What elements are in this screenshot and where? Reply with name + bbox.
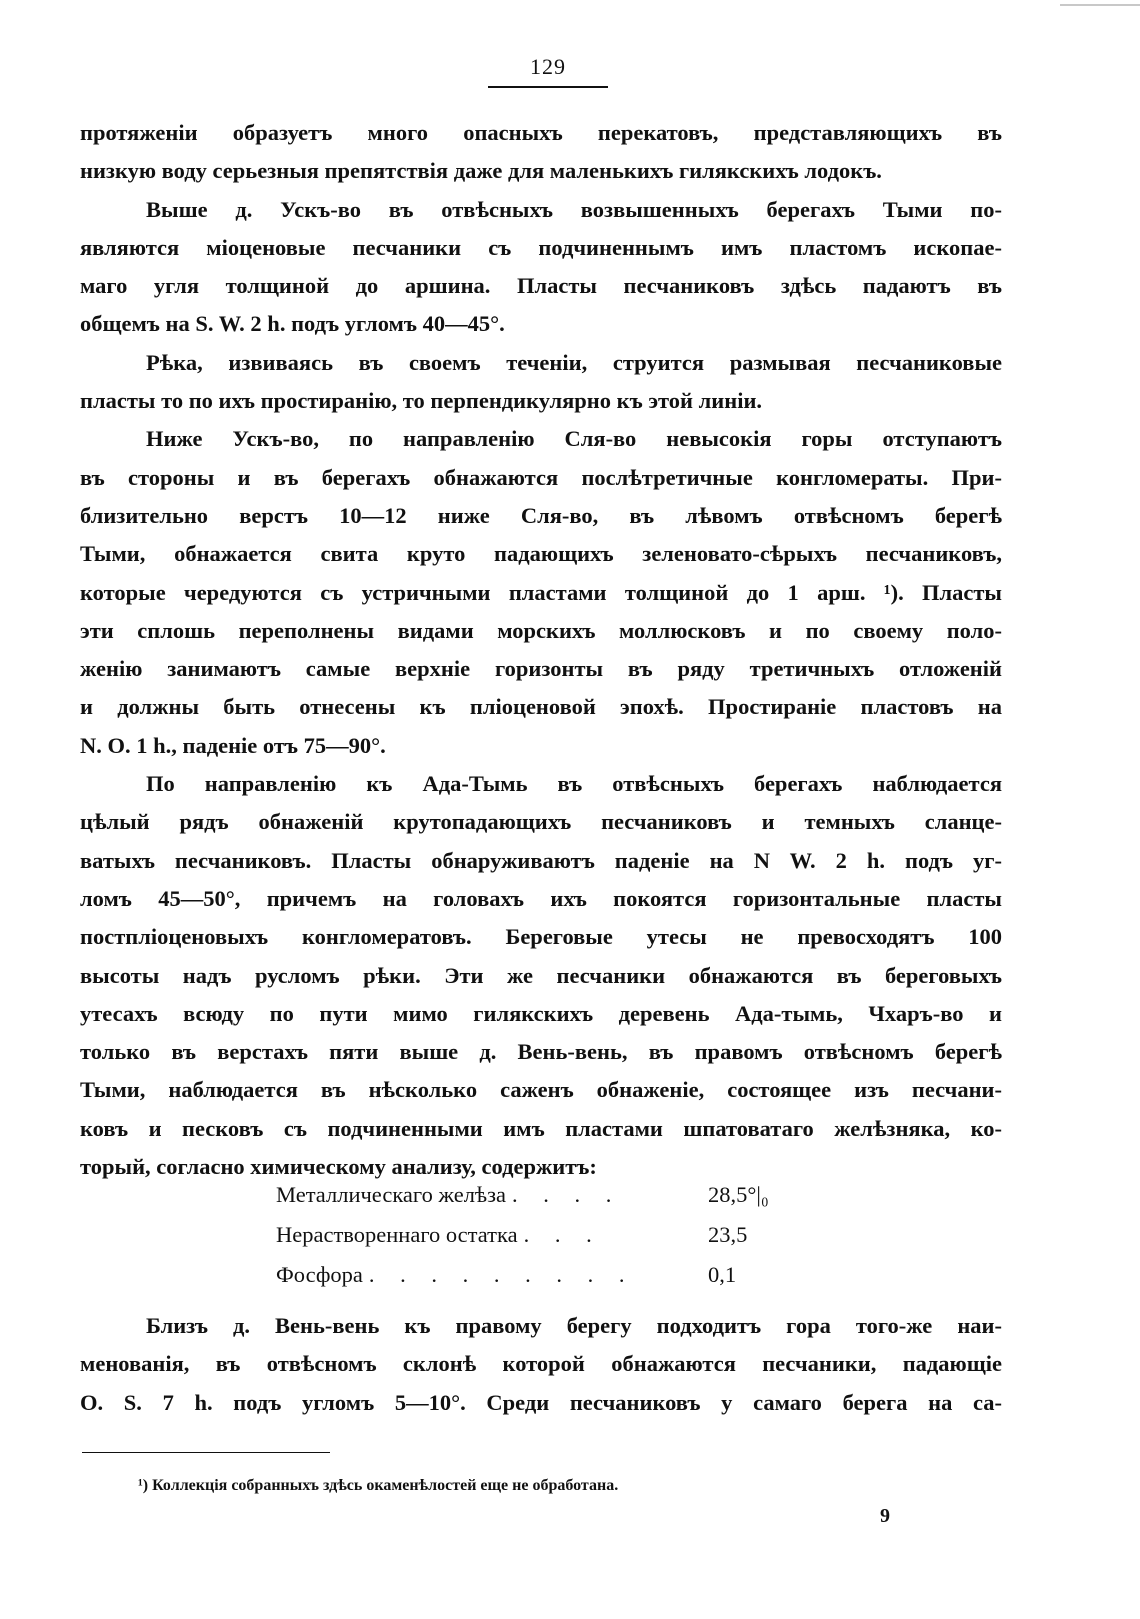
analysis-name: Фосфора: [276, 1262, 363, 1287]
body-text: [80, 114, 1002, 1186]
text-line: Рѣка, извиваясь въ своемъ теченіи, струится размывая песчаниковые: [146, 349, 1002, 375]
paragraph: [80, 765, 1002, 1186]
paragraph: [80, 114, 1002, 191]
text-line: низкую воду серьезныя препятствія даже для маленькихъ гилякскихъ лодокъ.: [80, 158, 882, 184]
text-line: Ниже Ускъ-во, по направленію Сля-во невысокія горы отступаютъ: [146, 426, 1002, 452]
text-line: въ стороны и въ берегахъ обнажаются послѣтретичные конгломераты. При-: [80, 464, 1002, 490]
analysis-name: Металлическаго желѣза: [276, 1182, 507, 1207]
text-line: Тыми, наблюдается въ нѣсколько саженъ обнаженіе, состоящее изъ песчани-: [80, 1077, 1002, 1103]
text-line: Близъ д. Вень-вень къ правому берегу подходитъ гора того-же наи-: [146, 1313, 1002, 1338]
body-text-continued: [80, 1307, 1002, 1422]
text-line: торый, согласно химическому анализу, содержитъ:: [80, 1154, 597, 1180]
text-line: ватыхъ песчаниковъ. Пласты обнаруживаютъ паденіе на N W. 2 h. подъ уг-: [80, 847, 1002, 873]
text-line: являются міоценовые песчаники съ подчиненнымъ имъ пластомъ ископае-: [80, 234, 1002, 260]
text-line: N. O. 1 h., паденіе отъ 75—90°.: [80, 732, 386, 758]
analysis-row: [276, 1215, 796, 1255]
text-line: общемъ на S. W. 2 h. подъ угломъ 40—45°.: [80, 311, 505, 337]
text-line: ковъ и песковъ съ подчиненными имъ пластами шпатоватаго желѣзняка, ко-: [80, 1115, 1002, 1141]
text-line: эти сплошь переполнены видами морскихъ моллюсковъ и по своему поло-: [80, 617, 1002, 643]
text-line: близительно верстъ 10—12 ниже Сля-во, въ лѣвомъ отвѣсномъ берегѣ: [80, 502, 1002, 528]
page-number-rule: [488, 86, 608, 88]
text-line: По направленію къ Ада-Тымь въ отвѣсныхъ берегахъ наблюдается: [146, 771, 1002, 797]
text-line: утесахъ всюду по пути мимо гилякскихъ деревень Ада-тымь, Чхаръ-во и: [80, 1000, 1002, 1026]
analysis-name: Нераствореннаго остатка: [276, 1222, 518, 1247]
text-line: постпліоценовыхъ конгломератовъ. Береговые утесы не превосходятъ 100: [80, 924, 1002, 950]
analysis-row: [276, 1255, 796, 1295]
signature-mark: 9: [880, 1505, 890, 1527]
text-line: менованія, въ отвѣсномъ склонѣ которой обнажаются песчаники, падающіе: [80, 1351, 1002, 1377]
text-line: только въ верстахъ пяти выше д. Вень-вень, въ правомъ отвѣсномъ берегѣ: [80, 1039, 1002, 1065]
page-number: 129: [530, 54, 566, 79]
analysis-value: 28,5°|₀: [708, 1182, 769, 1207]
analysis-dots: . . . . . . . . .: [368, 1262, 635, 1287]
text-line: цѣлый рядъ обнаженій крутопадающихъ песчаниковъ и темныхъ сланце-: [80, 809, 1002, 835]
text-line: протяженіи образуетъ много опасныхъ перекатовъ, представляющихъ въ: [80, 120, 1002, 145]
analysis-table: [276, 1175, 796, 1295]
text-line: и должны быть отнесены къ пліоценовой эпохѣ. Простираніе пластовъ на: [80, 694, 1002, 720]
analysis-value: 0,1: [708, 1262, 737, 1287]
text-line: высоты надъ русломъ рѣки. Эти же песчаники обнажаются въ береговыхъ: [80, 962, 1002, 988]
text-line: Выше д. Ускъ-во въ отвѣсныхъ возвышенныхъ берегахъ Тыми по-: [146, 196, 1002, 222]
paragraph: [80, 344, 1002, 421]
text-line: которые чередуются съ устричными пластами толщиной до 1 арш. ¹). Пласты: [80, 579, 1002, 605]
analysis-row: [276, 1175, 796, 1215]
text-line: женію занимаютъ самые верхніе горизонты въ ряду третичныхъ отложеній: [80, 656, 1002, 682]
text-line: ломъ 45—50°, причемъ на головахъ ихъ покоятся горизонтальные пласты: [80, 885, 1002, 911]
analysis-value: 23,5: [708, 1222, 748, 1247]
analysis-dots: . . . .: [512, 1182, 622, 1207]
text-line: маго угля толщиной до аршина. Пласты песчаниковъ здѣсь падаютъ въ: [80, 273, 1002, 299]
footnote: ¹) Коллекція собранныхъ здѣсь окаменѣлостей еще не обработана.: [138, 1477, 619, 1494]
text-line: O. S. 7 h. подъ угломъ 5—10°. Среди песчаниковъ у самаго берега на са-: [80, 1389, 1002, 1415]
paragraph: [80, 420, 1002, 765]
text-line: пласты то по ихъ простиранію, то перпендикулярно къ этой линіи.: [80, 388, 763, 414]
footnote-rule: [82, 1452, 330, 1453]
page-edge-mark: [1060, 4, 1140, 6]
paragraph: [80, 191, 1002, 344]
analysis-dots: . . .: [523, 1222, 602, 1247]
text-line: Тыми, обнажается свита круто падающихъ зеленовато-сѣрыхъ песчаниковъ,: [80, 541, 1002, 567]
